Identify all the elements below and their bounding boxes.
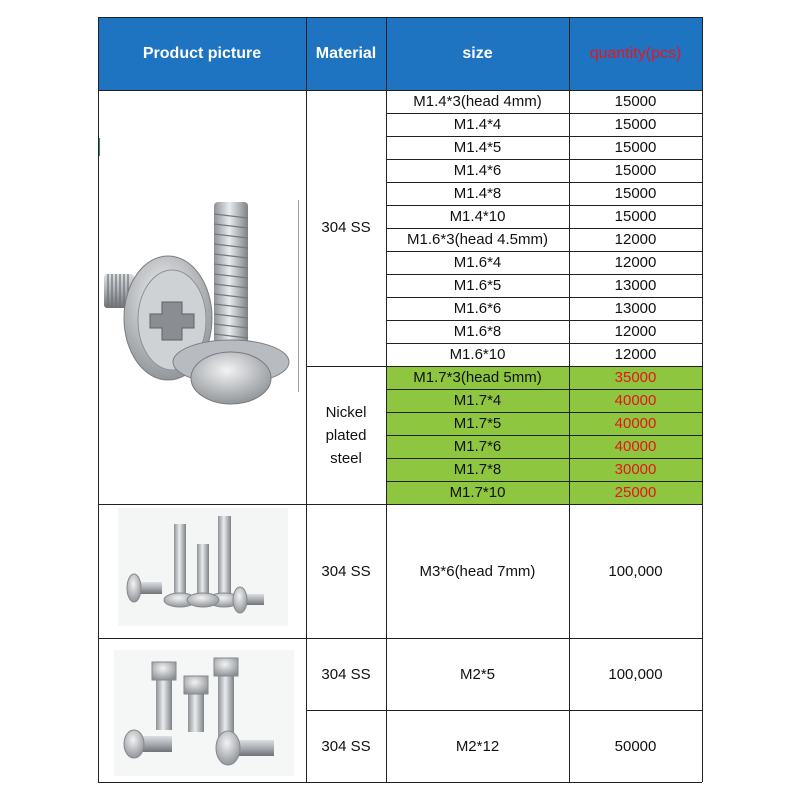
size-cell: M1.4*5 [453, 139, 502, 156]
quantity-cell: 50000 [614, 737, 657, 755]
quantity-cell: 15000 [614, 116, 657, 133]
material-cell: 304 SS [321, 737, 371, 755]
size-cell: M1.7*10 [386, 481, 569, 504]
material-name-line: steel [330, 449, 362, 467]
size-cell: M2*5 [459, 665, 496, 683]
size-cell: M1.4*4 [453, 116, 502, 133]
quantity-cell: 15000 [614, 93, 657, 110]
quantity-cell: 15000 [614, 139, 657, 156]
quantity-cell: 13000 [614, 300, 657, 317]
size-cell: M1.6*6 [453, 300, 502, 317]
size-cell: M1.7*6 [386, 435, 569, 458]
size-cell: M1.6*4 [453, 254, 502, 271]
header-quantity: quantity(pcs) [569, 17, 702, 90]
quantity-cell: 40000 [569, 412, 702, 435]
quantity-cell: 12000 [614, 254, 657, 271]
quantity-cell: 15000 [614, 162, 657, 179]
quantity-cell: 12000 [614, 231, 657, 248]
size-cell: M1.4*8 [453, 185, 502, 202]
header-product-picture: Product picture [98, 17, 306, 90]
quantity-cell: 30000 [569, 458, 702, 481]
quantity-cell: 13000 [614, 277, 657, 294]
size-cell: M1.7*3(head 5mm) [386, 366, 569, 389]
quantity-cell: 100,000 [608, 665, 663, 683]
quantity-cell: 100,000 [608, 562, 663, 580]
size-cell: M1.4*3(head 4mm) [413, 93, 542, 110]
material-cell: 304 SS [321, 219, 371, 236]
size-cell: M3*6(head 7mm) [419, 562, 536, 580]
quantity-cell: 25000 [569, 481, 702, 504]
size-cell: M2*12 [455, 737, 500, 755]
size-cell: M1.6*5 [453, 277, 502, 294]
size-cell: M1.7*8 [386, 458, 569, 481]
size-cell: M1.7*4 [386, 389, 569, 412]
size-cell: M1.4*10 [449, 208, 506, 225]
material-cell: 304 SS [321, 665, 371, 683]
header-material: Material [306, 17, 386, 90]
material-name-line: plated [325, 426, 367, 444]
material-name-line: Nickel [325, 403, 367, 421]
size-cell: M1.6*3(head 4.5mm) [407, 231, 548, 248]
quantity-cell: 40000 [569, 435, 702, 458]
header-size: size [386, 17, 569, 90]
size-cell: M1.6*8 [453, 323, 502, 340]
quantity-cell: 12000 [614, 323, 657, 340]
quantity-cell: 15000 [614, 208, 657, 225]
quantity-cell: 40000 [569, 389, 702, 412]
material-cell: 304 SS [321, 562, 371, 580]
quantity-cell: 15000 [614, 185, 657, 202]
size-cell: M1.4*6 [453, 162, 502, 179]
quantity-cell: 35000 [569, 366, 702, 389]
size-cell: M1.6*10 [449, 346, 506, 363]
quantity-cell: 12000 [614, 346, 657, 363]
size-cell: M1.7*5 [386, 412, 569, 435]
